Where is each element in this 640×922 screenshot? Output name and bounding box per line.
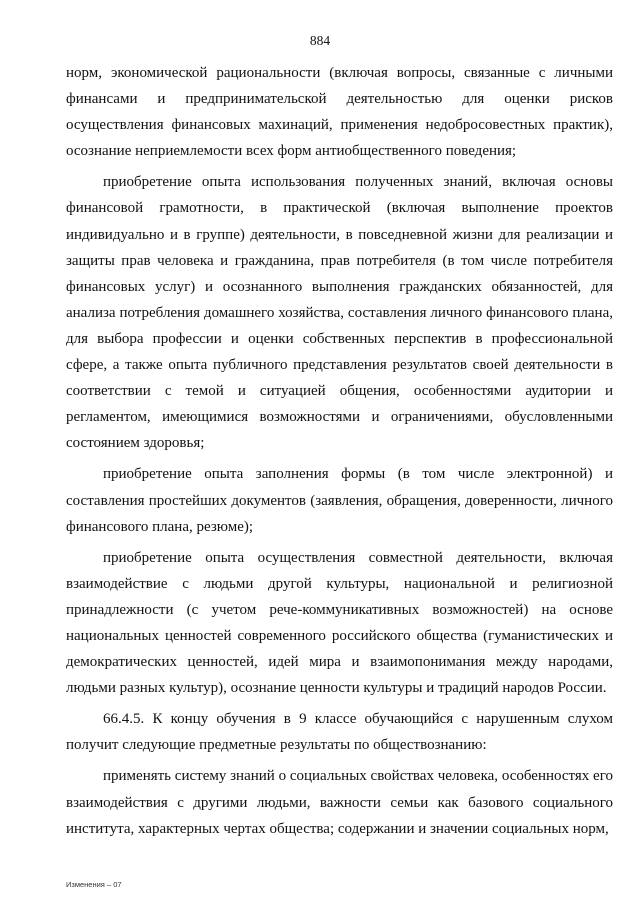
paragraph: приобретение опыта заполнения формы (в том числе электронной) и составления простейших документов (заявления, обращения, доверенности, личного финансового плана, резюме); (66, 466, 613, 535)
footer-revision: Изменения – 07 (66, 880, 122, 889)
paragraph: норм, экономической рациональности (включая вопросы, связанные с личными финансами и предпринимательской деятельностью для оценки рисков осуществления финансовых махинаций, применения недобросовестных практик), осознание неприемлемости всех форм антиобщественного поведения; (66, 65, 613, 160)
paragraph: применять систему знаний о социальных свойствах человека, особенностях его взаимодействия с другими людьми, важности семьи как базового социального института, характерных чертах общества; содержании и значении социальных норм, (66, 768, 613, 837)
paragraph: 66.4.5. К концу обучения в 9 классе обучающийся с нарушенным слухом получит следующие предметные результаты по обществознанию: (66, 711, 613, 754)
page-number: 884 (309, 33, 331, 48)
paragraph: приобретение опыта использования полученных знаний, включая основы финансовой грамотности, в практической (включая выполнение проектов индивидуально и в группе) деятельности, в повседневной жизни для реализации и защиты прав человека и гражданина, прав потребителя (в том числе потребителя финансовых услуг) и осознанного выполнения гражданских обязанностей, для анализа потребления домашнего хозяйства, составления личного финансового плана, для выбора профессии и оценки собственных перспектив в профессиональной сфере, а также опыта публичного представления результатов своей деятельности в соответствии с темой и ситуацией общения, особенностями аудитории и регламентом, имеющимися возможностями и ограничениями, обусловленными состоянием здоровья; (66, 174, 613, 452)
paragraph: приобретение опыта осуществления совместной деятельности, включая взаимодействие с людьми другой культуры, национальной и религиозной принадлежности (с учетом рече-коммуникативных возможностей) на основе национальных ценностей современного российского общества (гуманистических и демократических ценностей, идей мира и взаимопонимания между народами, людьми разных культур), осознание ценности культуры и традиций народов России. (66, 549, 613, 697)
document-body (66, 60, 613, 847)
